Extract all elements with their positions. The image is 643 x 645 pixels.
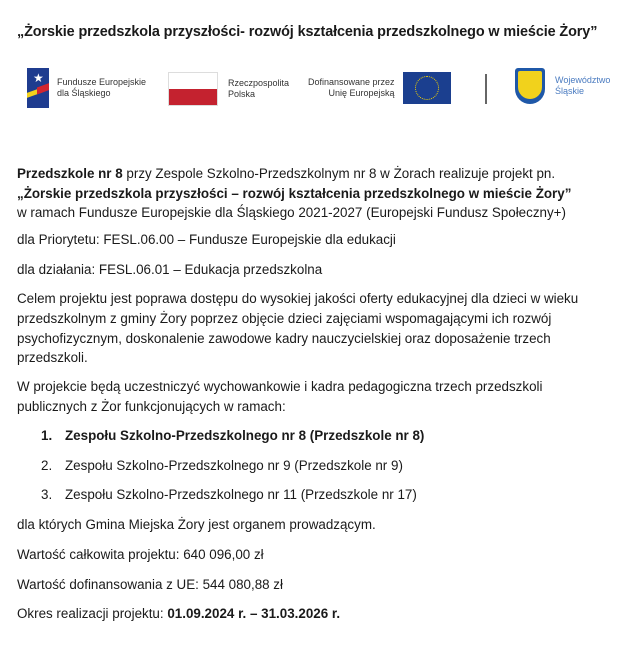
period-value: 01.09.2024 r. – 31.03.2026 r.	[167, 606, 341, 621]
project-period	[17, 604, 340, 624]
goal-line-2: przedszkolnym z gminy Żory poprzez objęcie dzieci zajęciami wspomagającymi ich rozwój	[17, 311, 552, 326]
eu-flag-icon	[403, 72, 451, 104]
participants-closing: dla których Gmina Miejska Żory jest organem prowadzącym.	[17, 517, 376, 532]
polish-flag-icon	[168, 72, 218, 106]
list-item: 2. Zespołu Szkolno-Przedszkolnego nr 9 (Przedszkole nr 9)	[41, 458, 403, 473]
goal-line-1: Celem projektu jest poprawa dostępu do wysokiej jakości oferty edukacyjnej dla dzieci w wieku	[17, 291, 579, 306]
participants-line-2: publicznych z Żor funkcjonujących w ramach:	[17, 399, 286, 414]
intro-rest: przy Zespole Szkolno-Przedszkolnym nr 8 w Żorach realizuje projekt pn.	[122, 166, 556, 181]
fundusze-europejskie-logo	[27, 68, 146, 108]
logo-bar	[0, 60, 643, 120]
priority-text: dla Priorytetu: FESL.06.00 – Fundusze Europejskie dla edukacji	[17, 232, 396, 247]
intro-line-1	[17, 164, 555, 184]
intro-bold: Przedszkole nr 8	[17, 166, 123, 181]
intro-line-3: w ramach Fundusze Europejskie dla Śląskiego 2021-2027 (Europejski Fundusz Społeczny+)	[17, 205, 566, 220]
eu-line2: Unię Europejską	[328, 88, 395, 98]
total-value: Wartość całkowita projektu: 640 096,00 zł	[17, 547, 264, 562]
slaskie-line1: Województwo	[555, 75, 611, 85]
rzeczpospolita-polska-logo	[168, 72, 289, 106]
fundusze-line2: dla Śląskiego	[57, 88, 111, 98]
wojewodztwo-slaskie-logo	[515, 68, 610, 104]
goal-line-4: przedszkoli.	[17, 350, 88, 365]
participants-line-1: W projekcie będą uczestniczyć wychowankowie i kadra pedagogiczna trzech przedszkoli	[17, 379, 543, 394]
list-item: 3. Zespołu Szkolno-Przedszkolnego nr 11 (Przedszkole nr 17)	[41, 487, 417, 502]
polska-line2: Polska	[228, 89, 256, 99]
period-label: Okres realizacji projektu:	[17, 606, 168, 621]
eu-cofinanced-logo	[308, 72, 451, 104]
page-title: „Żorskie przedszkola przyszłości- rozwój kształcenia przedszkolnego w mieście Żory”	[17, 24, 598, 40]
logo-divider	[485, 74, 487, 104]
slaskie-line2: Śląskie	[555, 86, 585, 96]
silesian-eagle-shield-icon	[515, 68, 545, 104]
polska-line1: Rzeczpospolita	[228, 78, 290, 88]
list-item: 1. Zespołu Szkolno-Przedszkolnego nr 8 (Przedszkole nr 8)	[41, 428, 425, 443]
goal-line-3: psychofizycznym, doskonalenie zawodowe kadry nauczycielskiej oraz doposażenie trzech	[17, 331, 551, 346]
fundusze-line1: Fundusze Europejskie	[57, 77, 147, 87]
eu-line1: Dofinansowane przez	[308, 77, 395, 87]
action-text: dla działania: FESL.06.01 – Edukacja przedszkolna	[17, 262, 323, 277]
fundusze-europejskie-icon: ★	[27, 68, 49, 108]
project-name: „Żorskie przedszkola przyszłości – rozwój kształcenia przedszkolnego w mieście Żory”	[17, 186, 572, 201]
eu-funding-value: Wartość dofinansowania z UE: 544 080,88 zł	[17, 577, 283, 592]
